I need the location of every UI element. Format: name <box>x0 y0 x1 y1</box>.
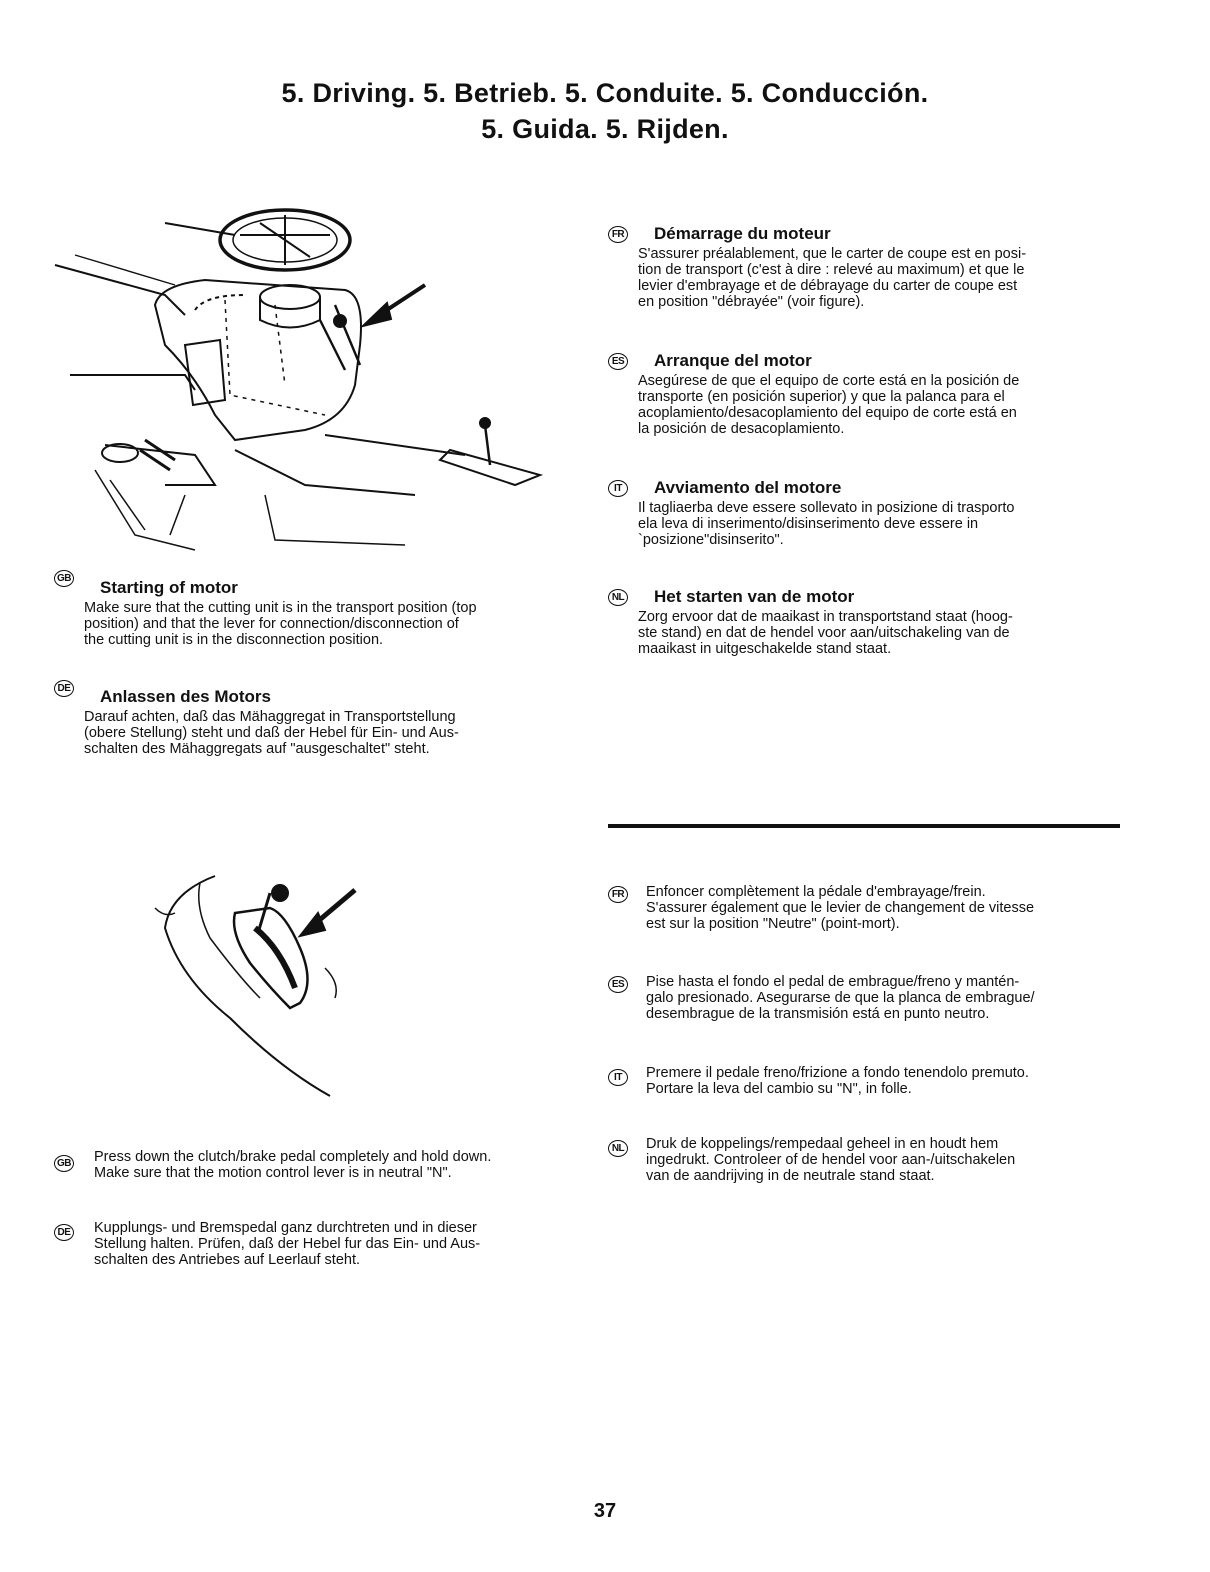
nl-heading: Het starten van de motor <box>654 587 855 606</box>
gb-heading: Starting of motor <box>100 578 238 597</box>
gb-body <box>84 600 562 648</box>
es-pedal-section <box>608 972 1118 1022</box>
text-line: Make sure that the motion control lever is in neutral "N". <box>94 1165 452 1181</box>
text-line: levier d'embrayage et de débrayage du carter de coupe est <box>638 278 1018 294</box>
text-line: tion de transport (c'est à dire : relevé au maximum) et que le <box>638 262 1025 278</box>
text-line: transporte (en posición superior) y que la palanca para el <box>638 389 1005 405</box>
nl-body <box>638 609 1118 657</box>
it-language-badge: IT <box>608 480 628 497</box>
text-line: S'assurer également que le levier de changement de vitesse <box>646 900 1035 916</box>
text-line: position) and that the lever for connection/disconnection of <box>84 616 459 632</box>
it-language-badge: IT <box>608 1069 628 1086</box>
gb-language-badge: GB <box>54 1155 74 1172</box>
text-line: ingedrukt. Controleer of de hendel voor aan-/uitschakelen <box>646 1152 1016 1168</box>
gb-language-badge: GB <box>54 570 74 587</box>
page-title-line1: 5. Driving. 5. Betrieb. 5. Conduite. 5. Conducción. <box>281 78 929 108</box>
text-line: en position "débrayée" (voir figure). <box>638 294 865 310</box>
fr-body <box>638 246 1118 310</box>
de-language-badge: DE <box>54 1224 74 1241</box>
de-body <box>84 709 562 757</box>
dashboard-illustration <box>45 195 570 565</box>
text-line: `posizione"disinserito". <box>638 532 784 548</box>
gb-starting-section <box>54 570 562 648</box>
text-line: Press down the clutch/brake pedal completely and hold down. <box>94 1149 492 1165</box>
fr-heading: Démarrage du moteur <box>654 224 831 243</box>
gb-pedal-body <box>94 1149 562 1181</box>
text-line: ela leva di inserimento/disinserimento deve essere in <box>638 516 979 532</box>
nl-pedal-section <box>608 1134 1118 1184</box>
nl-pedal-body <box>646 1136 1118 1184</box>
text-line: Darauf achten, daß das Mähaggregat in Transportstellung <box>84 709 456 725</box>
it-pedal-body <box>646 1065 1118 1097</box>
it-body <box>638 500 1118 548</box>
es-body <box>638 373 1118 437</box>
it-avviamento-section <box>608 478 1118 548</box>
text-line: ste stand) en dat de hendel voor aan/uitschakeling van de <box>638 625 1010 641</box>
text-line: (obere Stellung) steht und daß der Hebel für Ein- und Aus- <box>84 725 459 741</box>
text-line: Asegúrese de que el equipo de corte está en la posición de <box>638 373 1020 389</box>
fr-pedal-body <box>646 884 1118 932</box>
text-line: Druk de koppelings/rempedaal geheel in en houdt hem <box>646 1136 999 1152</box>
text-line: Pise hasta el fondo el pedal de embrague/freno y mantén- <box>646 974 1020 990</box>
de-anlassen-section <box>54 680 562 757</box>
text-line: Stellung halten. Prüfen, daß der Hebel fur das Ein- und Aus- <box>94 1236 481 1252</box>
page-number: 37 <box>593 1500 617 1522</box>
fr-language-badge: FR <box>608 886 628 903</box>
text-line: la posición de desacoplamiento. <box>638 421 845 437</box>
text-line: galo presionado. Asegurarse de que la planca de embrague/ <box>646 990 1035 1006</box>
it-heading: Avviamento del motore <box>654 478 842 497</box>
text-line: the cutting unit is in the disconnection position. <box>84 632 384 648</box>
text-line: Portare la leva del cambio su "N", in folle. <box>646 1081 912 1097</box>
text-line: Enfoncer complètement la pédale d'embrayage/frein. <box>646 884 986 900</box>
es-pedal-body <box>646 974 1118 1022</box>
page-title-line2: 5. Guida. 5. Rijden. <box>481 114 729 144</box>
es-language-badge: ES <box>608 353 628 370</box>
gb-pedal-section <box>54 1147 562 1181</box>
nl-starten-section <box>608 587 1118 657</box>
de-pedal-body <box>94 1220 562 1268</box>
de-language-badge: DE <box>54 680 74 697</box>
text-line: Zorg ervoor dat de maaikast in transportstand staat (hoog- <box>638 609 1013 625</box>
text-line: schalten des Mähaggregats auf "ausgeschaltet" steht. <box>84 741 430 757</box>
text-line: Make sure that the cutting unit is in the transport position (top <box>84 600 477 616</box>
fr-demarrage-section <box>608 224 1118 310</box>
fr-pedal-section <box>608 882 1118 932</box>
text-line: acoplamiento/desacoplamiento del equipo de corte está en <box>638 405 1017 421</box>
fr-language-badge: FR <box>608 226 628 243</box>
text-line: Premere il pedale freno/frizione a fondo tenendolo premuto. <box>646 1065 1029 1081</box>
text-line: Kupplungs- und Bremspedal ganz durchtreten und in dieser <box>94 1220 477 1236</box>
section-divider <box>608 824 1120 828</box>
de-heading: Anlassen des Motors <box>100 687 271 706</box>
text-line: schalten des Antriebes auf Leerlauf steht. <box>94 1252 361 1268</box>
es-arranque-section <box>608 351 1118 437</box>
text-line: maaikast in uitgeschakelde stand staat. <box>638 641 892 657</box>
text-line: desembrague de la transmisión está en punto neutro. <box>646 1006 990 1022</box>
nl-language-badge: NL <box>608 1140 628 1157</box>
text-line: est sur la position "Neutre" (point-mort). <box>646 916 900 932</box>
pedal-lever-illustration <box>150 868 360 1103</box>
text-line: Il tagliaerba deve essere sollevato in posizione di trasporto <box>638 500 1015 516</box>
text-line: van de aandrijving in de neutrale stand staat. <box>646 1168 935 1184</box>
es-heading: Arranque del motor <box>654 351 812 370</box>
de-pedal-section <box>54 1218 562 1268</box>
text-line: S'assurer préalablement, que le carter de coupe est en posi- <box>638 246 1027 262</box>
es-language-badge: ES <box>608 976 628 993</box>
nl-language-badge: NL <box>608 589 628 606</box>
it-pedal-section <box>608 1063 1118 1097</box>
